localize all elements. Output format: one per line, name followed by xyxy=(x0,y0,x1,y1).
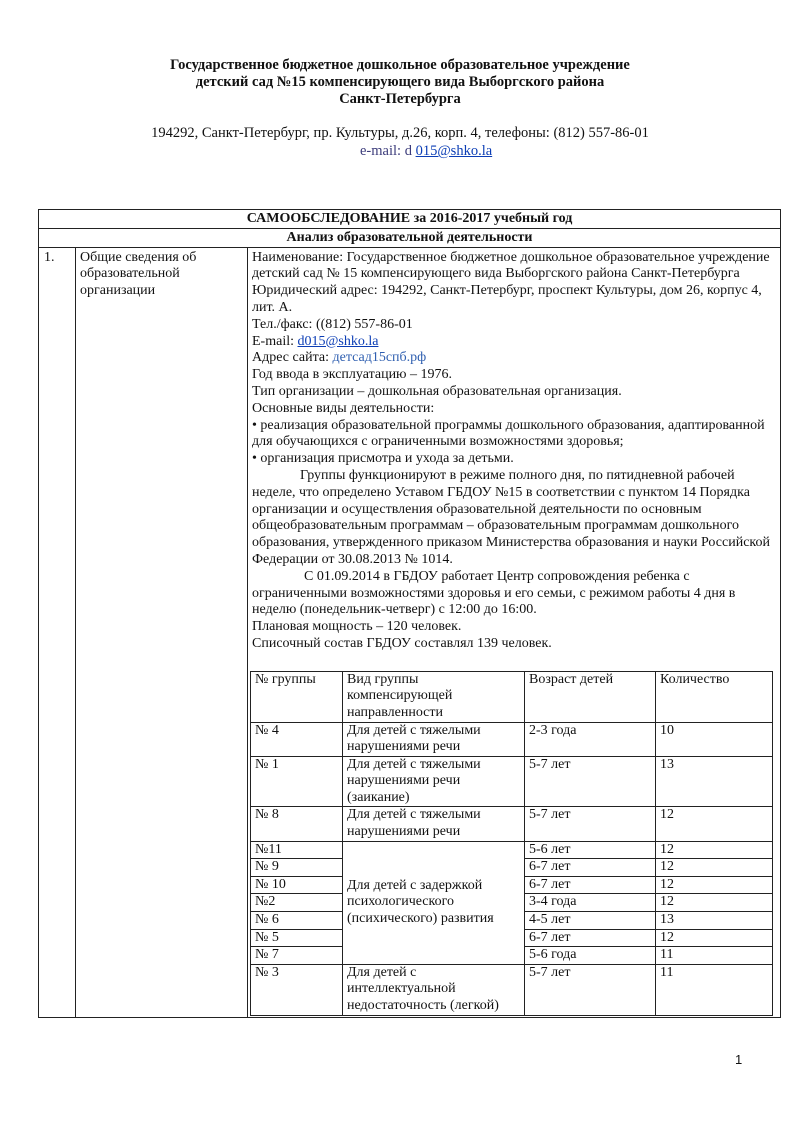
group-number: № 6 xyxy=(251,912,343,930)
group-count: 12 xyxy=(656,841,773,859)
group-number: № 3 xyxy=(251,964,343,1015)
enrollment: Списочный состав ГБДОУ составлял 139 человек. xyxy=(252,635,552,651)
report-subtitle: Анализ образовательной деятельности xyxy=(39,228,781,247)
group-count: 12 xyxy=(656,894,773,912)
institution-header xyxy=(0,57,800,108)
center-paragraph: С 01.09.2014 в ГБДОУ работает Центр сопровождения ребенка с ограниченными возможностями здоровья и его семьи, с режимом работы 4 дня в неделю (понедельник-четверг) с 12:00 до 16:00. xyxy=(252,568,736,618)
site-label: Адрес сайта: xyxy=(252,350,333,366)
org-type: Тип организации – дошкольная образовательная организация. xyxy=(252,383,622,399)
email-row xyxy=(252,334,780,351)
header-line-1: Государственное бюджетное дошкольное образовательное учреждение xyxy=(170,57,630,73)
header-email-link[interactable]: 015@shko.la xyxy=(415,143,493,159)
group-count: 12 xyxy=(656,859,773,877)
org-name: Наименование: Государственное бюджетное дошкольное образовательное учреждение детский сад № 15 компенсирующего вида Выборгского района Санкт-Петербурга xyxy=(252,249,770,282)
header-line-2: детский сад №15 компенсирующего вида Выборгского района xyxy=(195,74,605,90)
year-commissioned: Год ввода в эксплуатацию – 1976. xyxy=(252,367,453,383)
group-count: 13 xyxy=(656,912,773,930)
group-number: №11 xyxy=(251,841,343,859)
groups-table-header xyxy=(251,671,773,722)
group-age: 5-6 года xyxy=(525,947,656,965)
groups-paragraph: Группы функционируют в режиме полного дня, по пятидневной рабочей неделе, что определено Уставом ГБДОУ №15 в соответствии с пунктом 14 Порядка организации и осуществления образовательной деятельности по основным общеобразовательным программам – образовательным программам дошкольного образования, утвержденного приказом Министерства образования и науки Российской Федерации от 30.08.2013 № 1014. xyxy=(252,467,770,567)
group-number: №2 xyxy=(251,894,343,912)
group-count: 11 xyxy=(656,964,773,1015)
group-count: 10 xyxy=(656,722,773,756)
header-email-line xyxy=(360,143,492,160)
group-count: 13 xyxy=(656,756,773,807)
group-count: 12 xyxy=(656,876,773,894)
groups-table xyxy=(250,671,773,1016)
group-count: 12 xyxy=(656,807,773,841)
group-age: 5-7 лет xyxy=(525,756,656,807)
group-age: 4-5 лет xyxy=(525,912,656,930)
group-age: 6-7 лет xyxy=(525,859,656,877)
group-type: Для детей с интеллектуальной недостаточность (легкой) xyxy=(343,964,525,1015)
page-number: 1 xyxy=(735,1052,743,1067)
group-number: № 10 xyxy=(251,876,343,894)
group-type: Для детей с тяжелыми нарушениями речи xyxy=(343,807,525,841)
header-group-number: № группы xyxy=(251,671,343,722)
site-link[interactable]: детсад15спб.рф xyxy=(332,350,427,366)
group-number: № 7 xyxy=(251,947,343,965)
group-count: 11 xyxy=(656,947,773,965)
group-age: 5-6 лет xyxy=(525,841,656,859)
group-age: 5-7 лет xyxy=(525,964,656,1015)
activity-2: • организация присмотра и ухода за детьми. xyxy=(252,451,514,467)
address-line: 194292, Санкт-Петербург, пр. Культуры, д.26, корп. 4, телефоны: (812) 557-86-01 xyxy=(151,125,649,141)
group-age: 2-3 года xyxy=(525,722,656,756)
group-number: № 4 xyxy=(251,722,343,756)
table-row xyxy=(251,841,773,859)
report-title: САМООБСЛЕДОВАНИЕ за 2016-2017 учебный год xyxy=(39,210,781,229)
section-number: 1. xyxy=(39,247,76,1017)
group-number: № 5 xyxy=(251,929,343,947)
activities-label: Основные виды деятельности: xyxy=(252,400,435,416)
group-age: 3-4 года xyxy=(525,894,656,912)
group-number: № 9 xyxy=(251,859,343,877)
group-type: Для детей с тяжелыми нарушениями речи xyxy=(343,722,525,756)
site-row xyxy=(252,350,780,367)
group-age: 6-7 лет xyxy=(525,876,656,894)
email-label: E-mail: xyxy=(252,333,298,349)
group-number: № 1 xyxy=(251,756,343,807)
activity-1: • реализация образовательной программы дошкольного образования, адаптированной для обучающихся с ограниченными возможностями здоровья; xyxy=(252,417,765,450)
header-count: Количество xyxy=(656,671,773,722)
section-description xyxy=(248,247,781,1017)
group-type: Для детей с тяжелыми нарушениями речи (заикание) xyxy=(343,756,525,807)
group-count: 12 xyxy=(656,929,773,947)
table-row xyxy=(251,807,773,841)
header-group-type: Вид группы компенсирующей направленности xyxy=(343,671,525,722)
header-age: Возраст детей xyxy=(525,671,656,722)
header-line-3: Санкт-Петербурга xyxy=(339,91,461,107)
section-heading: Общие сведения об образовательной организации xyxy=(76,247,248,1017)
table-row xyxy=(251,964,773,1015)
email-link[interactable]: d015@shko.la xyxy=(297,333,379,349)
group-number: № 8 xyxy=(251,807,343,841)
header-email-prefix: e-mail: d xyxy=(360,143,416,159)
self-assessment-table xyxy=(38,209,781,1018)
legal-address: Юридический адрес: 194292, Санкт-Петербург, проспект Культуры, дом 26, корпус 4, лит. А. xyxy=(252,283,762,315)
table-row xyxy=(251,756,773,807)
planned-capacity: Плановая мощность – 120 человек. xyxy=(252,619,462,635)
table-row xyxy=(251,722,773,756)
phone-fax: Тел./факс: ((812) 557-86-01 xyxy=(252,316,413,332)
group-age: 6-7 лет xyxy=(525,929,656,947)
group-type-merged: Для детей с задержкой психологического (психического) развития xyxy=(343,841,525,964)
group-age: 5-7 лет xyxy=(525,807,656,841)
